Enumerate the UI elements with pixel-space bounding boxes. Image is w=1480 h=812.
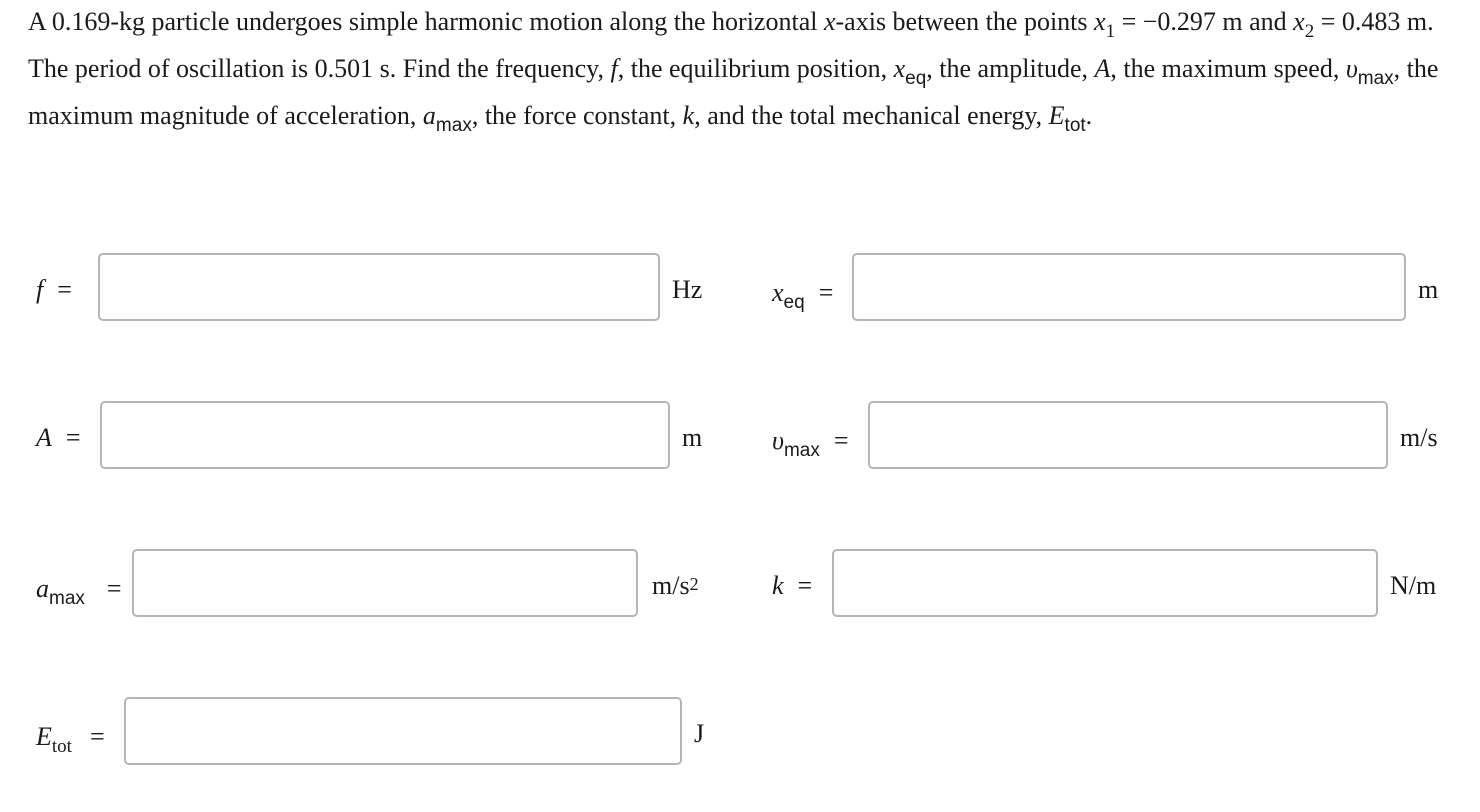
f-label-var: f xyxy=(36,275,44,304)
xeq-label-var: x xyxy=(772,278,784,307)
k-input[interactable] xyxy=(832,549,1378,617)
problem-text-part: , the amplitude, xyxy=(926,54,1095,83)
problem-text-part: , the equilibrium position, xyxy=(617,54,894,83)
x2-value: = 0.483 m. The period of oscillation is 0.501 s. Find the frequency, xyxy=(28,7,1434,83)
k-label-var: k xyxy=(772,571,784,600)
equals-sign: = xyxy=(106,574,122,603)
equals-sign: = xyxy=(89,722,105,751)
f-variable: f xyxy=(610,54,618,83)
xeq-input[interactable] xyxy=(852,253,1406,321)
problem-text-part: A 0.169-kg particle undergoes simple harmonic motion along the horizontal xyxy=(28,7,824,36)
k-unit-text: N/m xyxy=(1390,571,1437,600)
x2-subscript: 2 xyxy=(1304,21,1315,42)
amax-input[interactable] xyxy=(132,549,638,617)
amax-label xyxy=(36,574,122,607)
k-unit xyxy=(1390,571,1436,601)
equals-sign: = xyxy=(57,275,72,304)
k-label xyxy=(772,571,812,601)
f-label xyxy=(36,275,72,305)
equals-sign: = xyxy=(818,278,834,307)
A-label-var: A xyxy=(36,423,52,452)
Etot-unit-text: J xyxy=(694,719,705,748)
vmax-subscript: max xyxy=(1357,68,1394,89)
problem-text-part: , the force constant, xyxy=(471,101,683,130)
Etot-input[interactable] xyxy=(124,697,682,765)
equals-sign: = xyxy=(833,426,849,455)
xeq-variable: x xyxy=(893,54,906,83)
problem-statement xyxy=(28,0,1458,141)
A-unit xyxy=(682,423,702,453)
amax-label-var: a xyxy=(36,574,49,603)
vmax-unit xyxy=(1400,423,1438,453)
xeq-unit-text: m xyxy=(1418,275,1439,304)
xeq-subscript: eq xyxy=(905,68,927,89)
vmax-label-sub: max xyxy=(783,440,820,461)
amax-unit xyxy=(652,571,699,603)
amax-subscript: max xyxy=(435,115,472,136)
x1-subscript: 1 xyxy=(1105,21,1116,42)
xeq-unit xyxy=(1418,275,1438,305)
problem-text xyxy=(28,0,1458,141)
problem-text-part: , the maximum magnitude of acceleration, xyxy=(28,54,1439,130)
problem-text-part: . xyxy=(1085,101,1093,130)
amax-unit-text: m/s xyxy=(652,571,690,600)
x2-variable: x xyxy=(1293,7,1305,36)
k-variable: k xyxy=(682,101,695,130)
A-input[interactable] xyxy=(100,401,670,469)
vmax-unit-text: m/s xyxy=(1400,423,1438,452)
problem-text-part: , and the total mechanical energy, xyxy=(694,101,1049,130)
f-unit xyxy=(672,275,702,305)
amax-unit-exponent: 2 xyxy=(689,574,699,594)
Etot-variable: E xyxy=(1048,101,1065,130)
Etot-label-sub: tot xyxy=(51,736,72,757)
x1-value: = −0.297 m and xyxy=(1115,7,1294,36)
amax-variable: a xyxy=(422,101,436,130)
equals-sign: = xyxy=(797,571,813,600)
x-axis-variable: x xyxy=(823,7,836,36)
A-variable: A xyxy=(1094,54,1111,83)
x1-variable: x xyxy=(1094,7,1106,36)
f-input[interactable] xyxy=(98,253,660,321)
problem-text-part: , the maximum speed, xyxy=(1110,54,1346,83)
equals-sign: = xyxy=(65,423,81,452)
xeq-label-sub: eq xyxy=(783,292,805,313)
Etot-subscript: tot xyxy=(1064,115,1086,136)
vmax-variable: υ xyxy=(1345,54,1358,83)
xeq-label xyxy=(772,278,833,311)
Etot-unit xyxy=(694,719,704,749)
A-unit-text: m xyxy=(682,423,703,452)
Etot-label-var: E xyxy=(36,722,52,751)
problem-text-part: -axis between the points xyxy=(835,7,1095,36)
vmax-label-var: υ xyxy=(772,426,784,455)
vmax-input[interactable] xyxy=(868,401,1388,469)
f-unit-text: Hz xyxy=(672,275,703,304)
Etot-label xyxy=(36,722,105,755)
A-label xyxy=(36,423,81,453)
vmax-label xyxy=(772,426,849,459)
amax-label-sub: max xyxy=(49,588,85,609)
